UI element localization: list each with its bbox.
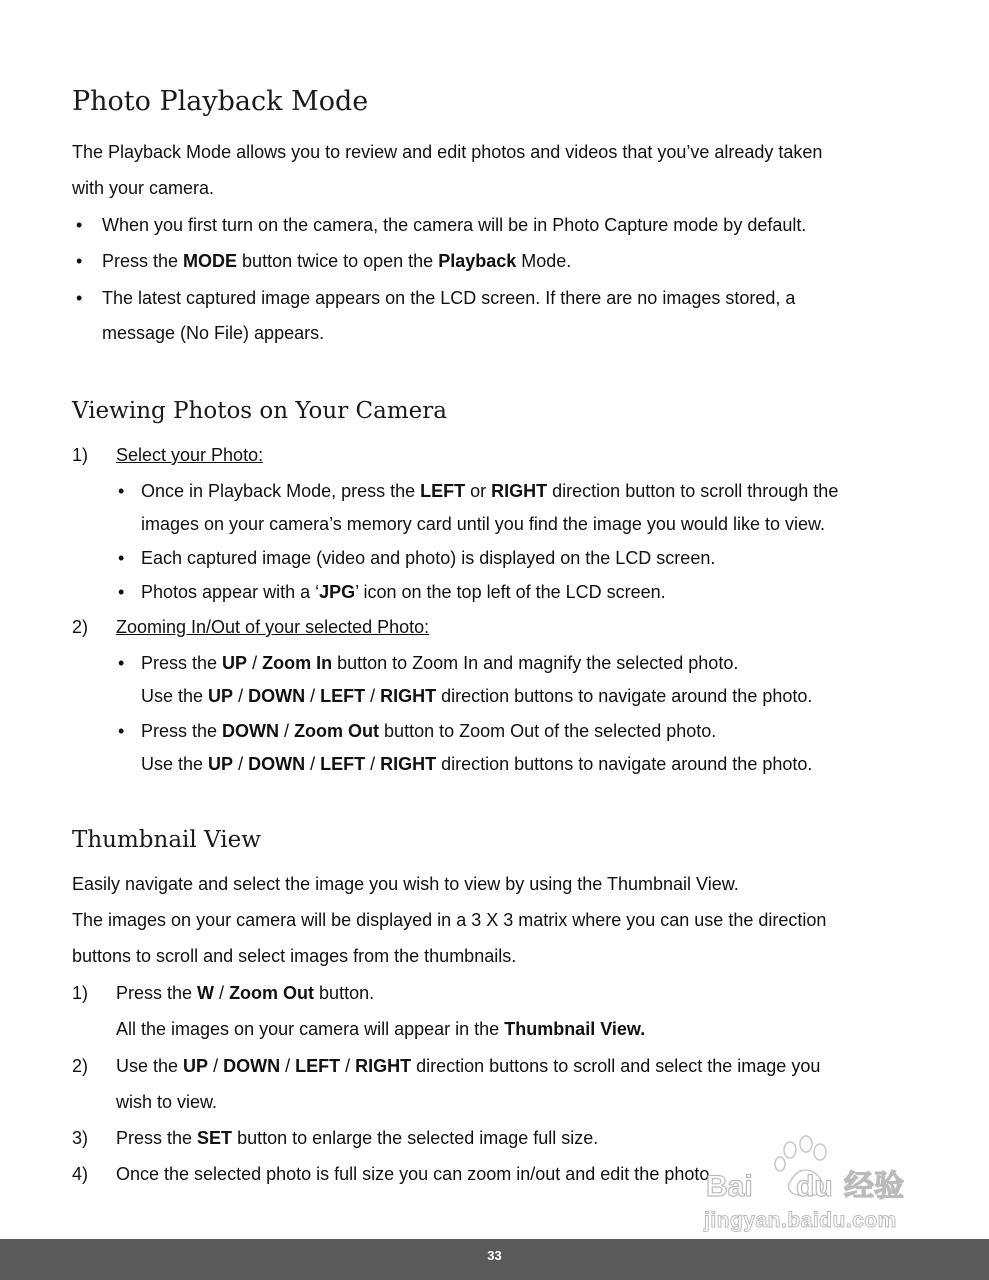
watermark-url: jingyan.baidu.com	[704, 1209, 897, 1232]
list-item: The latest captured image appears on the LCD screen. If there are no images stored, a	[102, 288, 796, 308]
list-item-cont: Use the UP / DOWN / LEFT / RIGHT direction buttons to navigate around the photo.	[141, 686, 813, 706]
page-footer	[0, 1239, 989, 1280]
bullet-icon: •	[76, 251, 83, 271]
step-title-zooming: Zooming In/Out of your selected Photo:	[116, 617, 430, 637]
section-heading-viewing-photos: Viewing Photos on Your Camera	[72, 398, 447, 424]
bullet-icon: •	[118, 721, 125, 741]
page-title: Photo Playback Mode	[72, 86, 369, 117]
list-item: Press the DOWN / Zoom Out button to Zoom Out of the selected photo.	[141, 721, 717, 741]
step-text: Press the SET button to enlarge the selected image full size.	[116, 1128, 599, 1148]
bullet-icon: •	[118, 548, 125, 568]
bullet-icon: •	[76, 215, 83, 235]
list-item-cont: images on your camera’s memory card until you find the image you would like to view.	[141, 514, 825, 534]
section-heading-thumbnail-view: Thumbnail View	[72, 827, 261, 853]
step-text: Once the selected photo is full size you can zoom in/out and edit the photo.	[116, 1164, 715, 1184]
step-text: Press the W / Zoom Out button.	[116, 983, 375, 1003]
list-item: Once in Playback Mode, press the LEFT or RIGHT direction button to scroll through the	[141, 481, 839, 501]
bullet-icon: •	[118, 582, 125, 602]
bullet-icon: •	[118, 653, 125, 673]
step-number: 1)	[72, 445, 89, 465]
step-number: 2)	[72, 1056, 89, 1076]
step-text-cont: All the images on your camera will appear in the Thumbnail View.	[116, 1019, 646, 1039]
list-item: When you first turn on the camera, the camera will be in Photo Capture mode by default.	[102, 215, 807, 235]
bullet-icon: •	[76, 288, 83, 308]
list-item: Press the UP / Zoom In button to Zoom In and magnify the selected photo.	[141, 653, 739, 673]
step-title-select-photo: Select your Photo:	[116, 445, 264, 465]
page-number: 33	[487, 1248, 502, 1263]
list-item-cont: message (No File) appears.	[102, 323, 325, 343]
paragraph: Easily navigate and select the image you wish to view by using the Thumbnail View.	[72, 874, 739, 894]
step-text: Use the UP / DOWN / LEFT / RIGHT direction buttons to scroll and select the image you	[116, 1056, 821, 1076]
list-item: Photos appear with a ‘JPG’ icon on the top left of the LCD screen.	[141, 582, 666, 602]
intro-paragraph: The Playback Mode allows you to review and edit photos and videos that you’ve already taken	[72, 142, 823, 162]
bullet-icon: •	[118, 481, 125, 501]
paragraph: The images on your camera will be displayed in a 3 X 3 matrix where you can use the direction	[72, 910, 827, 930]
list-item-cont: Use the UP / DOWN / LEFT / RIGHT direction buttons to navigate around the photo.	[141, 754, 813, 774]
list-item: Each captured image (video and photo) is displayed on the LCD screen.	[141, 548, 716, 568]
step-text-cont: wish to view.	[116, 1092, 218, 1112]
paragraph-cont: buttons to scroll and select images from the thumbnails.	[72, 946, 517, 966]
list-item: Press the MODE button twice to open the Playback Mode.	[102, 251, 572, 271]
step-number: 3)	[72, 1128, 89, 1148]
step-number: 1)	[72, 983, 89, 1003]
svg-text:Bai: Bai	[706, 1170, 753, 1203]
svg-text:du: du	[796, 1170, 833, 1203]
intro-paragraph-cont: with your camera.	[72, 178, 215, 198]
step-number: 4)	[72, 1164, 89, 1184]
step-number: 2)	[72, 617, 89, 637]
svg-text:经验: 经验	[844, 1169, 904, 1204]
